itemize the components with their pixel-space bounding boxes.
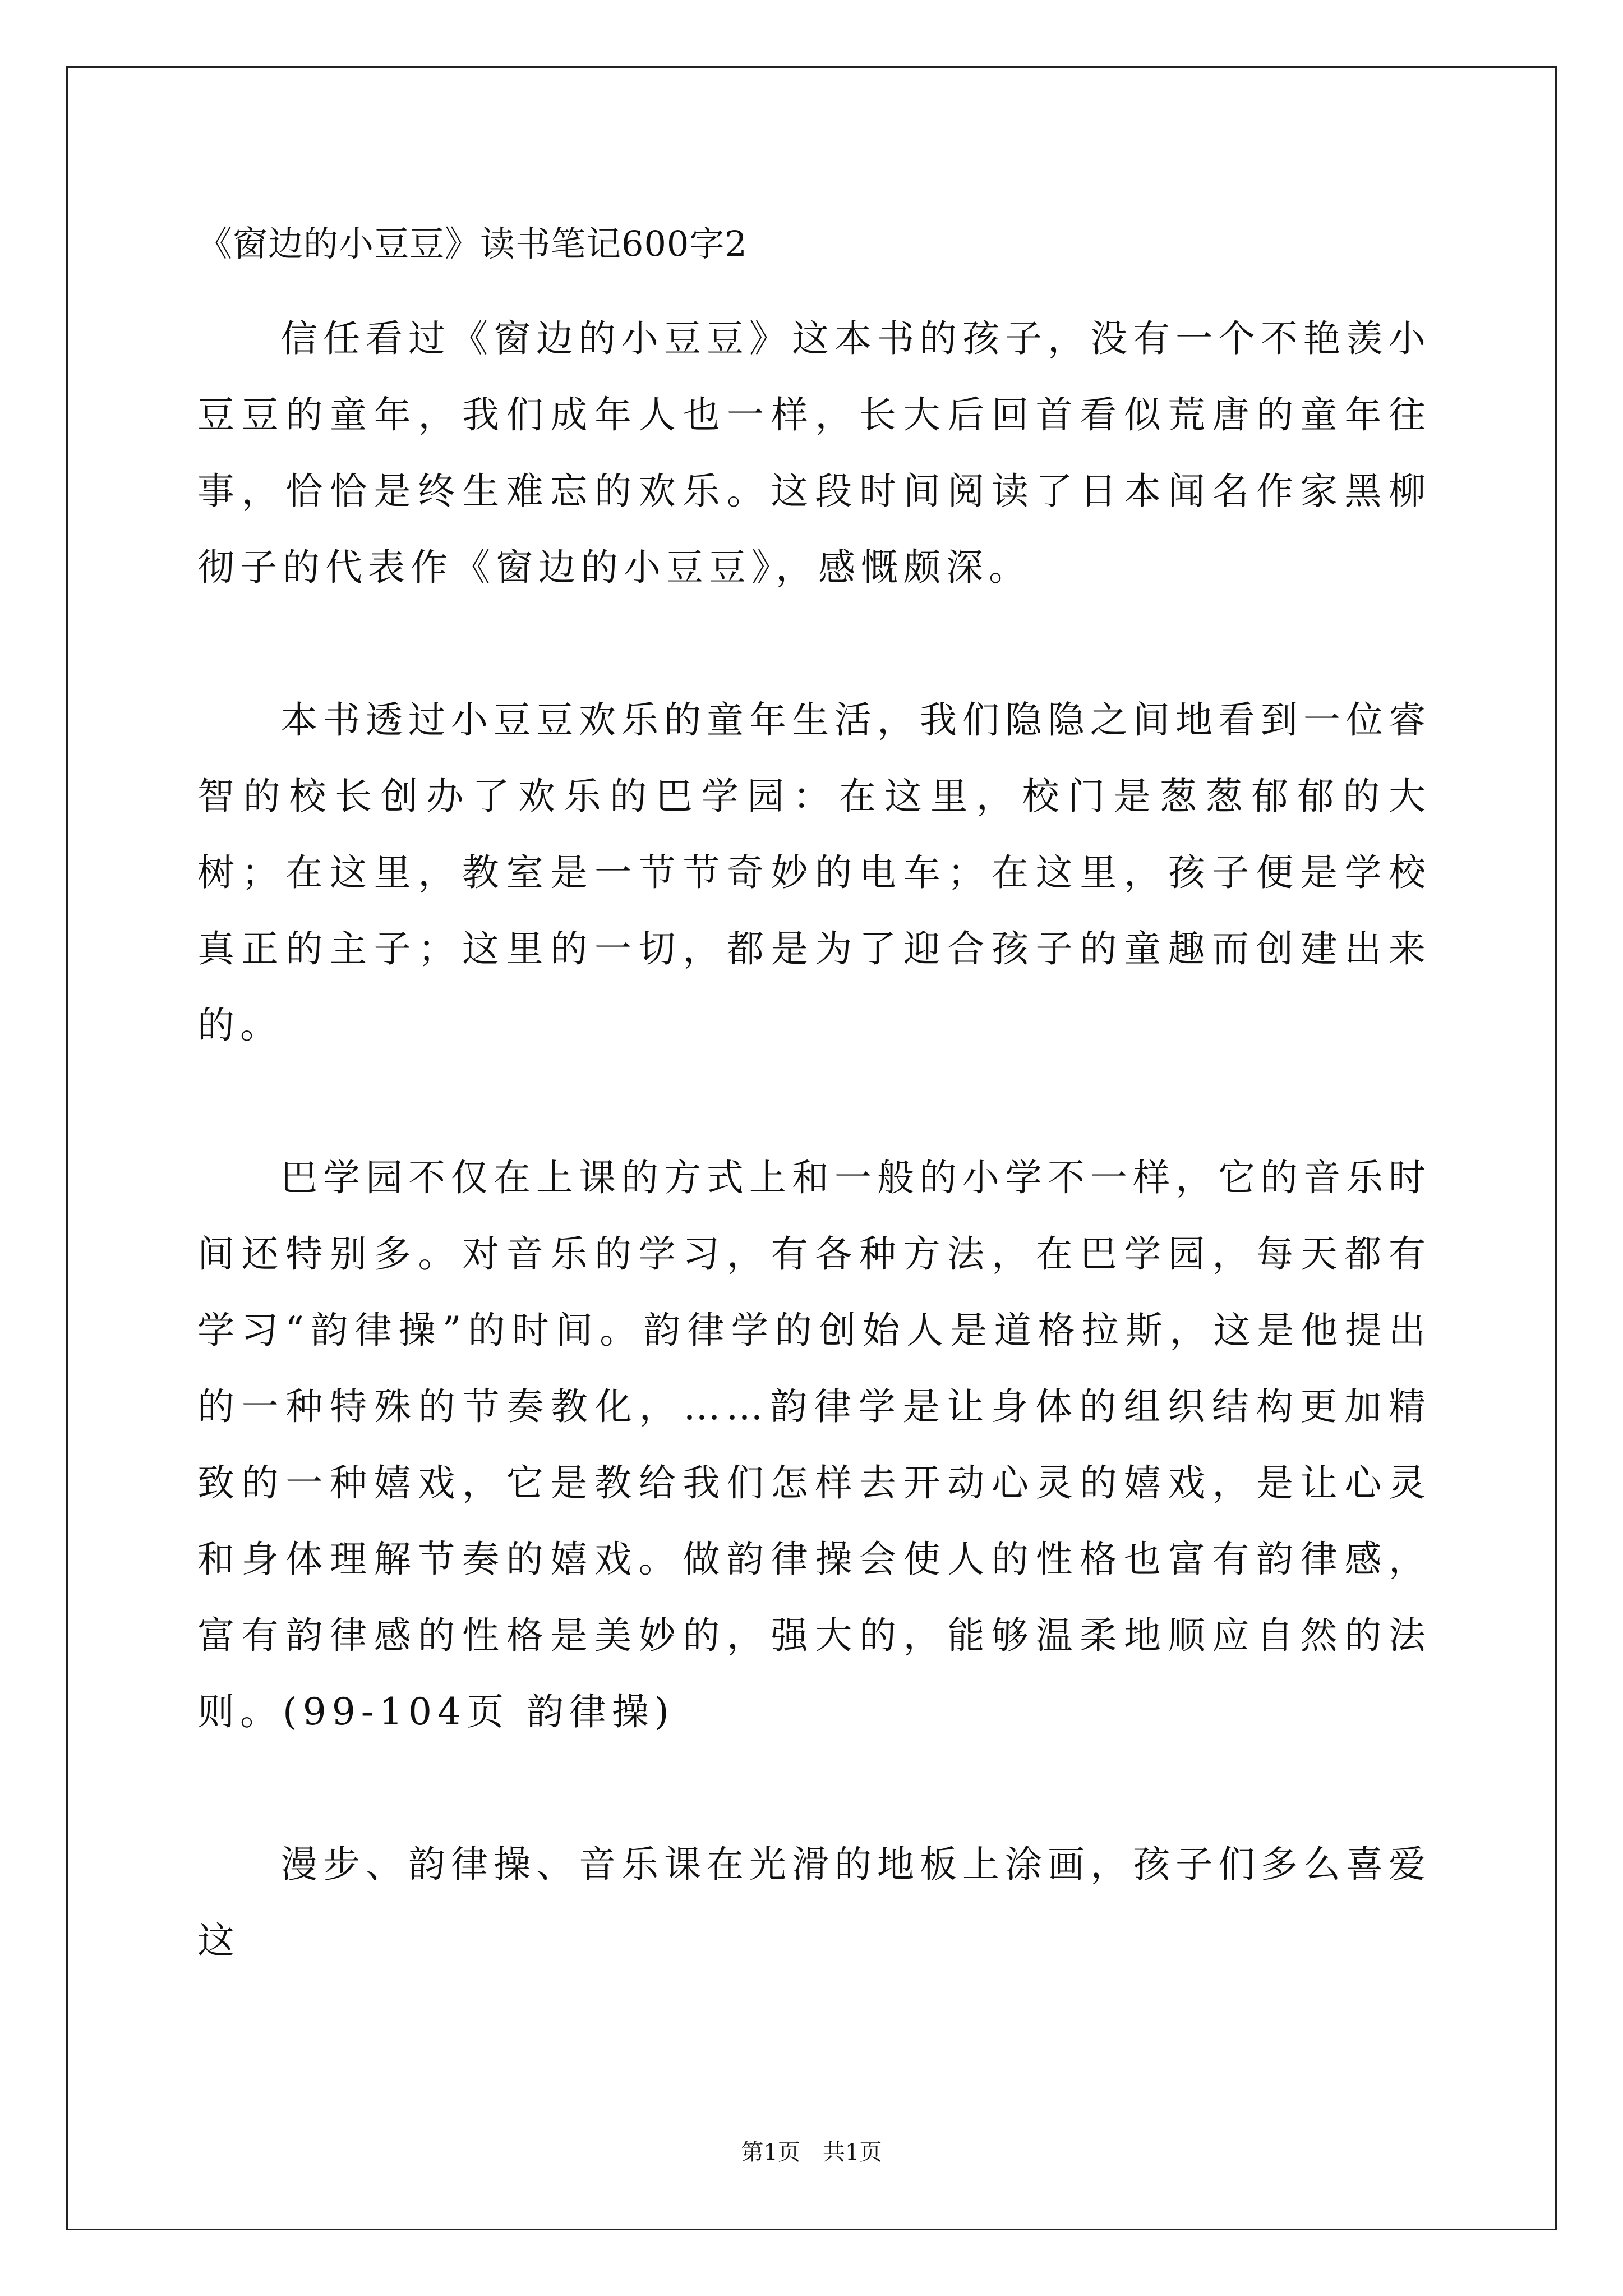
paragraph-2: 本书透过小豆豆欢乐的童年生活，我们隐隐之间地看到一位睿智的校长创办了欢乐的巴学园：在这里，校门是葱葱郁郁的大树；在这里，教室是一节节奇妙的电车；在这里，孩子便是学校真正的主子；这里的一切，都是为了迎合孩子的童趣而创建出来的。 [197, 698, 1431, 1047]
document-title: 《窗边的小豆豆》读书笔记600字2 [197, 223, 748, 264]
paragraph-4: 漫步、韵律操、音乐课在光滑的地板上涂画，孩子们多么喜爱这 [197, 1843, 1431, 1962]
document-body [197, 301, 1431, 2055]
page-footer [0, 2138, 1623, 2166]
paragraph-1: 信任看过《窗边的小豆豆》这本书的孩子，没有一个不艳羡小豆豆的童年，我们成年人也一样，长大后回首看似荒唐的童年往事，恰恰是终生难忘的欢乐。这段时间阅读了日本闻名作家黑柳彻子的代表作《窗边的小豆豆》，感慨颇深。 [197, 317, 1431, 589]
page-number: 第1页 [741, 2139, 800, 2165]
paragraph-3: 巴学园不仅在上课的方式上和一般的小学不一样，它的音乐时间还特别多。对音乐的学习，有各种方法，在巴学园，每天都有学习“韵律操”的时间。韵律学的创始人是道格拉斯，这是他提出的一种特殊的节奏教化，……韵律学是让身体的组织结构更加精致的一种嬉戏，它是教给我们怎样去开动心灵的嬉戏，是让心灵和身体理解节奏的嬉戏。做韵律操会使人的性格也富有韵律感，富有韵律感的性格是美妙的，强大的，能够温柔地顺应自然的法则。(99-104页 韵律操) [197, 1156, 1431, 1733]
page-total: 共1页 [823, 2139, 882, 2165]
